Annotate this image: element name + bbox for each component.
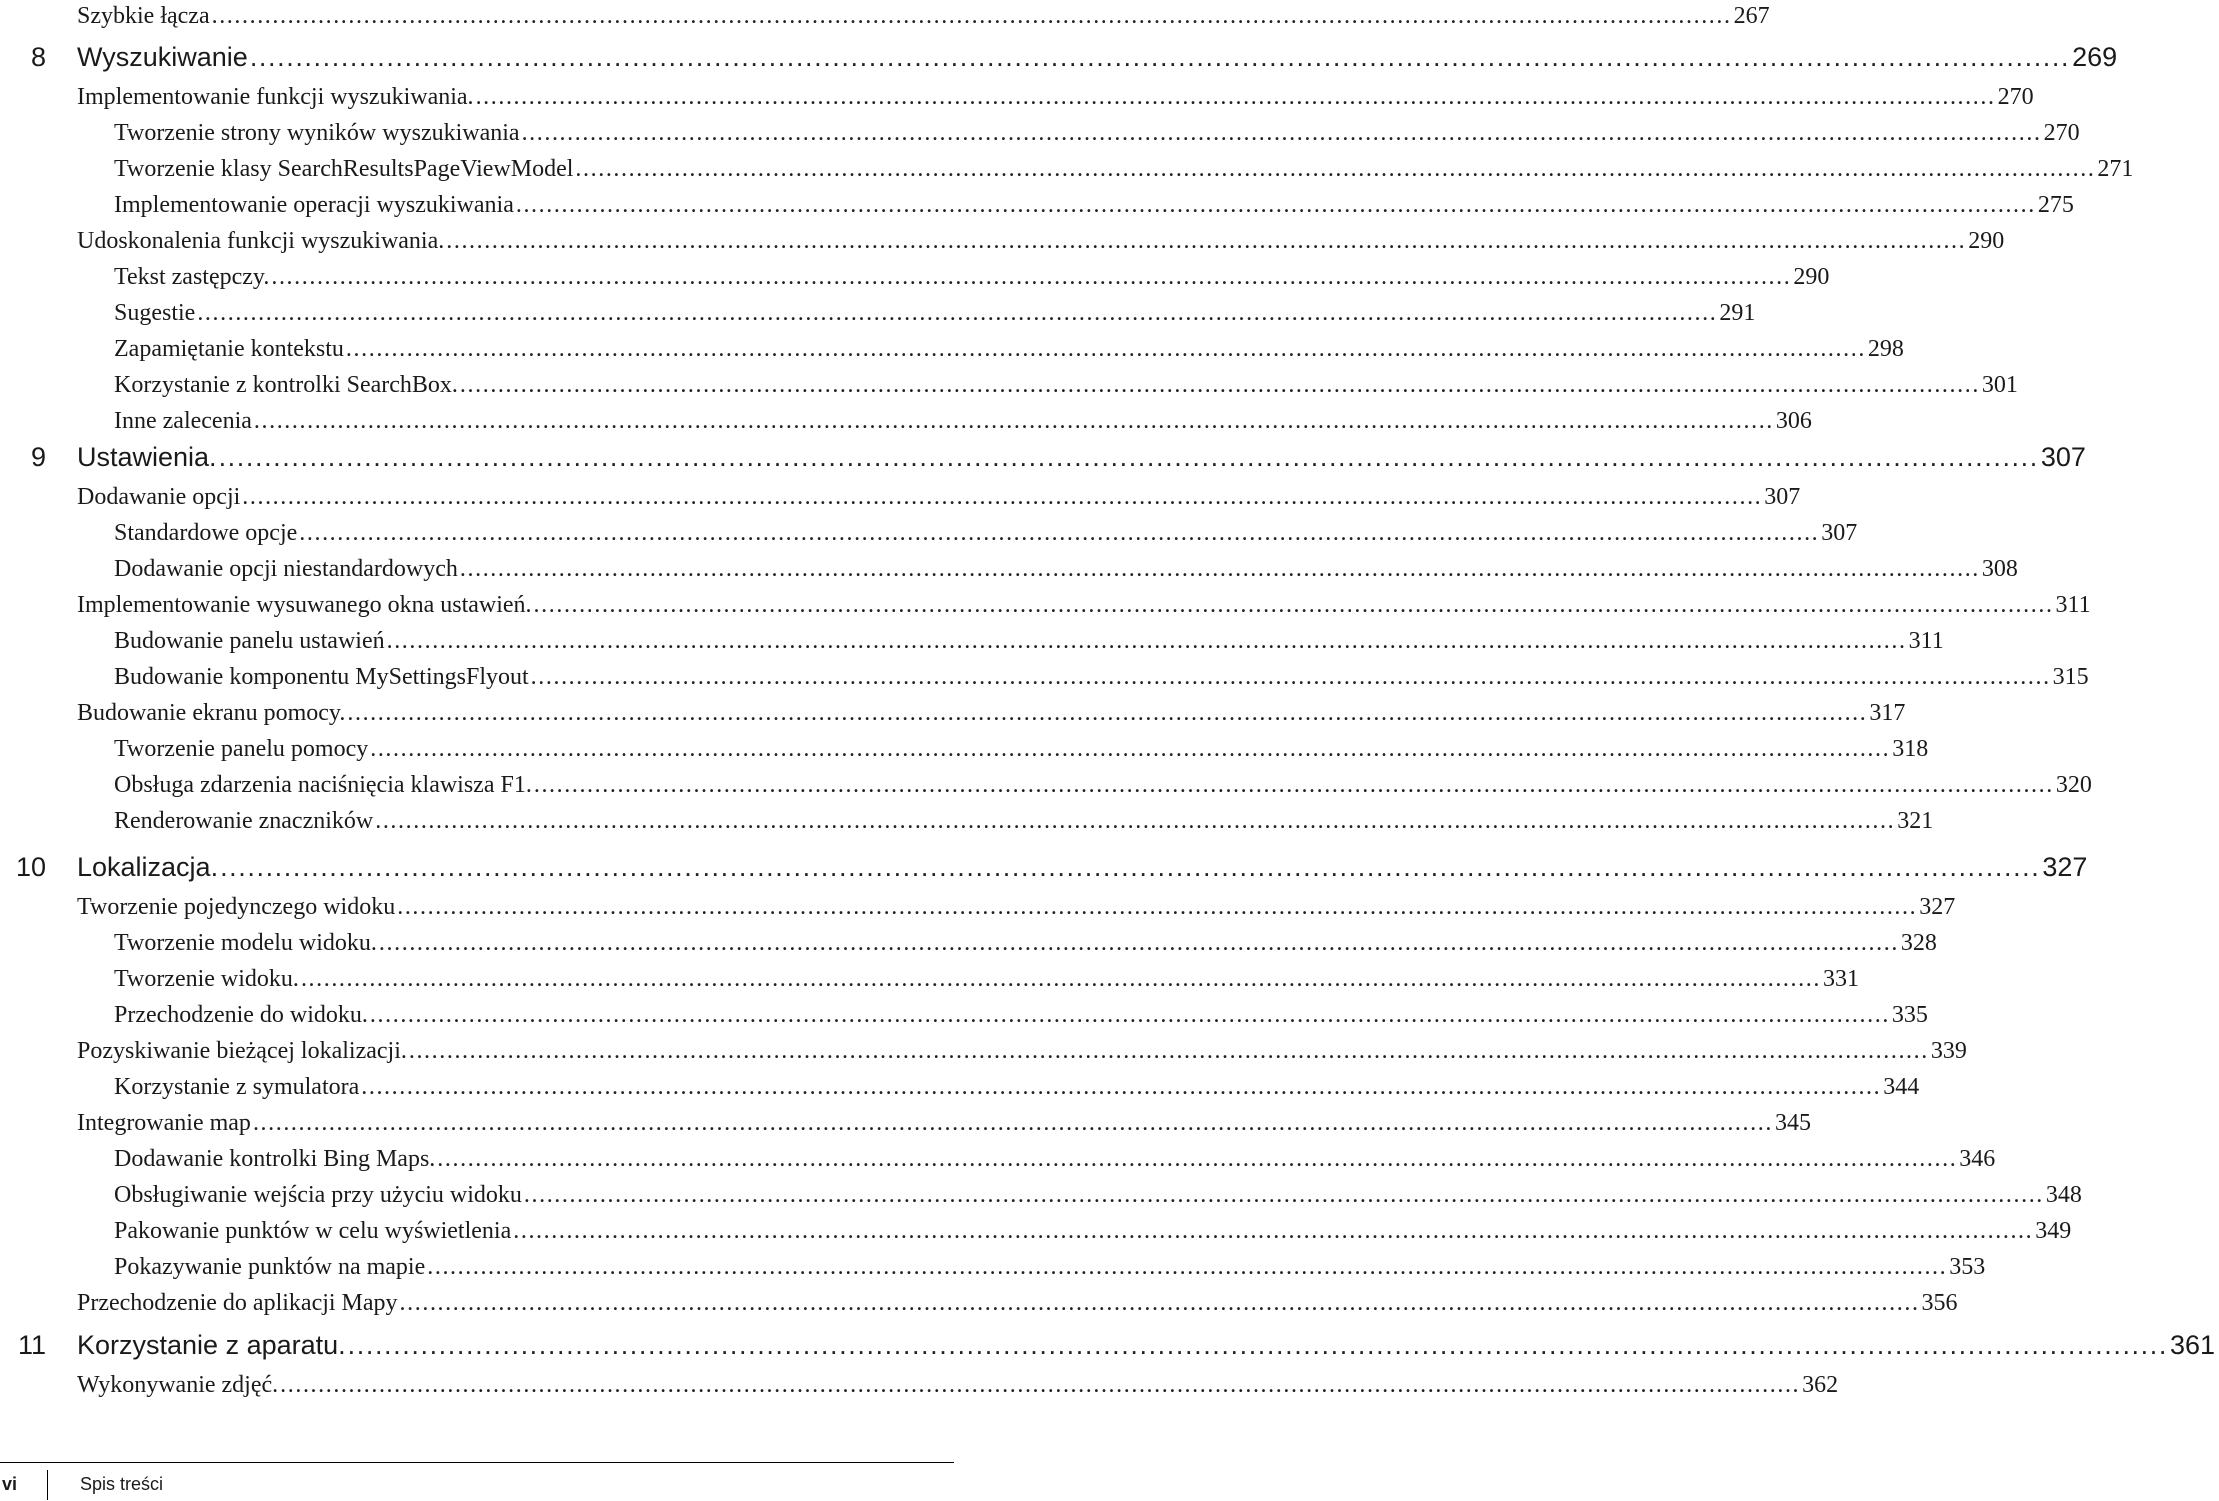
dot-leader: ........................................................................................................................................................................................................ — [533, 772, 2054, 798]
entry-page-number: 306 — [1775, 408, 1812, 434]
entry-page-number: 320 — [2055, 772, 2092, 798]
dot-leader: ........................................................................................................................................................................................................ — [299, 520, 1820, 546]
entry-title: Budowanie komponentu MySettingsFlyout — [114, 664, 529, 690]
toc-entry[interactable] — [0, 298, 1756, 328]
entry-page-number: 348 — [2045, 1182, 2082, 1208]
entry-page-number: 362 — [1802, 1372, 1839, 1398]
dot-leader: ........................................................................................................................................................................................................ — [446, 228, 1967, 254]
entry-title: Dodawanie opcji niestandardowych — [114, 556, 458, 582]
entry-title: Tworzenie widoku. — [114, 966, 299, 992]
toc-entry[interactable] — [0, 1036, 1967, 1066]
dot-leader: ........................................................................................................................................................................................................ — [437, 1146, 1958, 1172]
dot-leader: ........................................................................................................................................................................................................ — [280, 1372, 1801, 1398]
entry-page-number: 344 — [1883, 1074, 1920, 1100]
toc-entry[interactable] — [0, 1288, 1958, 1318]
entry-title: Implementowanie operacji wyszukiwania — [114, 192, 514, 218]
toc-entry[interactable] — [0, 1216, 2072, 1246]
dot-leader: ........................................................................................................................................................................................................ — [242, 484, 1763, 510]
toc-entry[interactable] — [0, 590, 2091, 620]
entry-page-number: 311 — [1908, 628, 1944, 654]
toc-chapter-entry[interactable] — [0, 1328, 2216, 1362]
entry-title: Zapamiętanie kontekstu — [114, 336, 344, 362]
entry-title: Sugestie — [114, 300, 196, 326]
entry-title: Tworzenie pojedynczego widoku — [77, 894, 396, 920]
toc-entry[interactable] — [0, 1370, 1839, 1400]
dot-leader: ........................................................................................................................................................................................................ — [347, 1330, 2168, 1360]
toc-entry[interactable] — [0, 518, 1858, 548]
toc-entry[interactable] — [0, 154, 2134, 184]
entry-page-number: 311 — [2055, 592, 2091, 618]
toc-entry[interactable] — [0, 626, 1944, 656]
entry-page-number: 327 — [1919, 894, 1956, 920]
toc-entry[interactable] — [0, 964, 1859, 994]
toc-entry[interactable] — [0, 1180, 2082, 1210]
entry-title: Korzystanie z kontrolki SearchBox. — [114, 372, 458, 398]
dot-leader: ........................................................................................................................................................................................................ — [575, 156, 2096, 182]
footer-separator — [47, 1470, 48, 1500]
footer-section-title: Spis treści — [80, 1474, 164, 1494]
entry-page-number: 353 — [1949, 1254, 1986, 1280]
dot-leader: ........................................................................................................................................................................................................ — [252, 1110, 1773, 1136]
toc-entry[interactable] — [0, 770, 2092, 800]
dot-leader: ........................................................................................................................................................................................................ — [220, 852, 2041, 882]
toc-entry[interactable] — [0, 262, 1830, 292]
dot-leader: ........................................................................................................................................................................................................ — [361, 1074, 1882, 1100]
dot-leader: ........................................................................................................................................................................................................ — [218, 442, 2039, 472]
dot-leader: ........................................................................................................................................................................................................ — [211, 3, 1732, 29]
entry-page-number: 301 — [1981, 372, 2018, 398]
footer-rule — [0, 1462, 954, 1463]
entry-page-number: 271 — [2097, 156, 2134, 182]
toc-chapter-entry[interactable] — [0, 440, 2086, 474]
toc-entry[interactable] — [0, 1108, 1811, 1138]
dot-leader: ........................................................................................................................................................................................................ — [408, 1038, 1929, 1064]
toc-entry[interactable] — [0, 1144, 1996, 1174]
entry-page-number: 317 — [1869, 700, 1906, 726]
entry-page-number: 269 — [2072, 42, 2118, 72]
entry-title: Wyszukiwanie — [77, 42, 248, 72]
dot-leader: ........................................................................................................................................................................................................ — [370, 736, 1891, 762]
entry-page-number: 331 — [1822, 966, 1859, 992]
chapter-number: 10 — [15, 852, 46, 882]
dot-leader: ........................................................................................................................................................................................................ — [515, 192, 2036, 218]
entry-title: Wykonywanie zdjęć. — [77, 1372, 279, 1398]
toc-entry[interactable] — [0, 734, 1929, 764]
entry-page-number: 345 — [1774, 1110, 1811, 1136]
entry-title: Integrowanie map — [77, 1110, 251, 1136]
entry-page-number: 291 — [1719, 300, 1756, 326]
dot-leader: ........................................................................................................................................................................................................ — [523, 1182, 2044, 1208]
entry-page-number: 270 — [2043, 120, 2080, 146]
entry-title: Dodawanie opcji — [77, 484, 241, 510]
toc-entry[interactable] — [0, 82, 2034, 112]
entry-page-number: 308 — [1981, 556, 2018, 582]
dot-leader: ........................................................................................................................................................................................................ — [397, 894, 1918, 920]
toc-entry[interactable] — [0, 698, 1906, 728]
entry-title: Tworzenie strony wyników wyszukiwania — [114, 120, 520, 146]
dot-leader: ........................................................................................................................................................................................................ — [253, 408, 1774, 434]
dot-leader: ........................................................................................................................................................................................................ — [459, 372, 1980, 398]
entry-page-number: 307 — [1821, 520, 1858, 546]
entry-page-number: 346 — [1959, 1146, 1996, 1172]
entry-title: Obsługiwanie wejścia przy użyciu widoku — [114, 1182, 522, 1208]
toc-entry[interactable] — [0, 1072, 1920, 1102]
entry-page-number: 361 — [2169, 1330, 2216, 1360]
entry-title: Budowanie panelu ustawień — [114, 628, 385, 654]
dot-leader: ........................................................................................................................................................................................................ — [249, 42, 2071, 72]
toc-entry[interactable] — [0, 1, 1770, 31]
dot-leader: ........................................................................................................................................................................................................ — [533, 592, 2054, 618]
entry-page-number: 339 — [1930, 1038, 1967, 1064]
entry-title: Pozyskiwanie bieżącej lokalizacji. — [77, 1038, 407, 1064]
entry-title: Tekst zastępczy. — [114, 264, 270, 290]
entry-title: Korzystanie z aparatu. — [77, 1330, 346, 1360]
toc-entry[interactable] — [0, 554, 2018, 584]
toc-entry[interactable] — [0, 406, 1812, 436]
entry-page-number: 356 — [1921, 1290, 1958, 1316]
entry-page-number: 328 — [1900, 930, 1937, 956]
entry-page-number: 349 — [2035, 1218, 2072, 1244]
entry-title: Implementowanie funkcji wyszukiwania. — [77, 84, 474, 110]
entry-page-number: 327 — [2042, 852, 2088, 882]
dot-leader: ........................................................................................................................................................................................................ — [459, 556, 1980, 582]
dot-leader: ........................................................................................................................................................................................................ — [427, 1254, 1948, 1280]
entry-title: Lokalizacja. — [77, 852, 219, 882]
dot-leader: ........................................................................................................................................................................................................ — [369, 1002, 1890, 1028]
dot-leader: ........................................................................................................................................................................................................ — [386, 628, 1907, 654]
toc-entry[interactable] — [0, 482, 1801, 512]
entry-page-number: 290 — [1968, 228, 2005, 254]
toc-entry[interactable] — [0, 1000, 1928, 1030]
page-footer — [0, 1470, 960, 1500]
dot-leader: ........................................................................................................................................................................................................ — [475, 84, 1996, 110]
entry-title: Pakowanie punktów w celu wyświetlenia — [114, 1218, 512, 1244]
toc-chapter-entry[interactable] — [0, 850, 2088, 884]
chapter-number: 9 — [30, 442, 46, 472]
toc-entry[interactable] — [0, 190, 2074, 220]
entry-page-number: 307 — [2040, 442, 2086, 472]
toc-chapter-entry[interactable] — [0, 40, 2118, 74]
entry-title: Implementowanie wysuwanego okna ustawień. — [77, 592, 532, 618]
dot-leader: ........................................................................................................................................................................................................ — [300, 966, 1821, 992]
toc-entry[interactable] — [0, 806, 1934, 836]
entry-page-number: 315 — [2052, 664, 2089, 690]
toc-entry[interactable] — [0, 226, 2005, 256]
dot-leader: ........................................................................................................................................................................................................ — [375, 808, 1896, 834]
entry-title: Budowanie ekranu pomocy. — [77, 700, 346, 726]
dot-leader: ........................................................................................................................................................................................................ — [378, 930, 1899, 956]
entry-title: Przechodzenie do aplikacji Mapy — [77, 1290, 398, 1316]
entry-page-number: 275 — [2037, 192, 2074, 218]
dot-leader: ........................................................................................................................................................................................................ — [347, 700, 1868, 726]
entry-title: Inne zalecenia — [114, 408, 252, 434]
entry-page-number: 321 — [1897, 808, 1934, 834]
entry-page-number: 290 — [1793, 264, 1830, 290]
dot-leader: ........................................................................................................................................................................................................ — [345, 336, 1866, 362]
toc-entry[interactable] — [0, 1252, 1986, 1282]
entry-title: Szybkie łącza — [77, 3, 210, 29]
entry-title: Renderowanie znaczników — [114, 808, 374, 834]
entry-title: Standardowe opcje — [114, 520, 298, 546]
dot-leader: ........................................................................................................................................................................................................ — [521, 120, 2042, 146]
dot-leader: ........................................................................................................................................................................................................ — [197, 300, 1718, 326]
dot-leader: ........................................................................................................................................................................................................ — [399, 1290, 1920, 1316]
entry-title: Dodawanie kontrolki Bing Maps. — [114, 1146, 436, 1172]
toc-entry[interactable] — [0, 370, 2018, 400]
entry-page-number: 335 — [1891, 1002, 1928, 1028]
entry-title: Tworzenie klasy SearchResultsPageViewModel — [114, 156, 574, 182]
entry-title: Udoskonalenia funkcji wyszukiwania. — [77, 228, 445, 254]
entry-page-number: 267 — [1733, 3, 1770, 29]
footer-page-number: vi — [2, 1474, 18, 1494]
entry-page-number: 318 — [1892, 736, 1929, 762]
entry-page-number: 270 — [1997, 84, 2034, 110]
toc-entry[interactable] — [0, 118, 2080, 148]
toc-entry[interactable] — [0, 892, 1956, 922]
entry-title: Korzystanie z symulatora — [114, 1074, 360, 1100]
entry-title: Ustawienia. — [77, 442, 217, 472]
entry-page-number: 298 — [1867, 336, 1904, 362]
dot-leader: ........................................................................................................................................................................................................ — [271, 264, 1792, 290]
entry-title: Obsługa zdarzenia naciśnięcia klawisza F1. — [114, 772, 532, 798]
chapter-number: 8 — [30, 42, 46, 72]
dot-leader: ........................................................................................................................................................................................................ — [513, 1218, 2034, 1244]
entry-title: Pokazywanie punktów na mapie — [114, 1254, 426, 1280]
chapter-number: 11 — [17, 1330, 46, 1360]
toc-entry[interactable] — [0, 662, 2089, 692]
dot-leader: ........................................................................................................................................................................................................ — [530, 664, 2051, 690]
entry-title: Przechodzenie do widoku. — [114, 1002, 368, 1028]
entry-page-number: 307 — [1764, 484, 1801, 510]
entry-title: Tworzenie modelu widoku. — [114, 930, 377, 956]
toc-entry[interactable] — [0, 928, 1937, 958]
entry-title: Tworzenie panelu pomocy — [114, 736, 369, 762]
toc-entry[interactable] — [0, 334, 1904, 364]
